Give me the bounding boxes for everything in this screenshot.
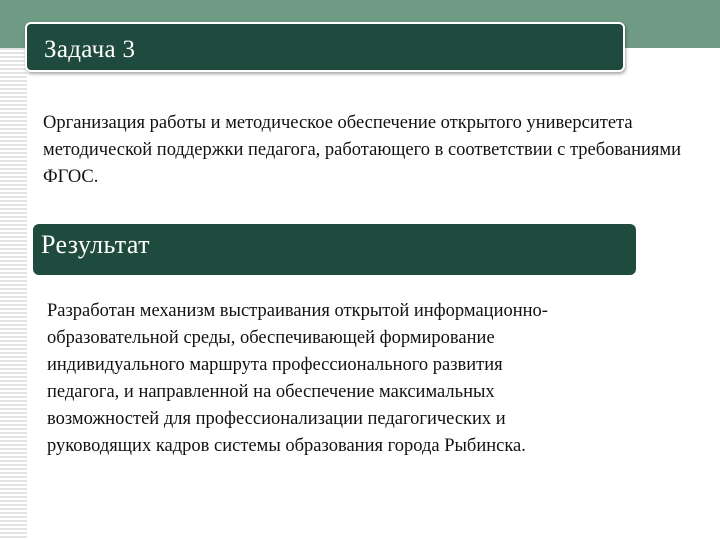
result-line: Разработан механизм выстраивания открытой информационно- (47, 301, 548, 321)
result-line: возможностей для профессионализации педагогических и (47, 409, 506, 429)
side-stripe-decoration (0, 48, 27, 540)
slide-title: Задача 3 (44, 36, 136, 63)
result-heading-bar (33, 224, 636, 275)
result-line: педагога, и направленной на обеспечение максимальных (47, 382, 495, 402)
title-bar (25, 22, 625, 72)
task-description: Организация работы и методическое обеспечение открытого университета методической поддержки педагога, работающего в соответствии с требованиями ФГОС. (43, 113, 682, 187)
result-description (47, 298, 707, 460)
result-line: индивидуального маршрута профессионального развития (47, 355, 503, 375)
result-line: образовательной среды, обеспечивающей формирование (47, 328, 495, 348)
result-line: руководящих кадров системы образования города Рыбинска. (47, 436, 526, 456)
result-heading: Результат (41, 230, 150, 259)
